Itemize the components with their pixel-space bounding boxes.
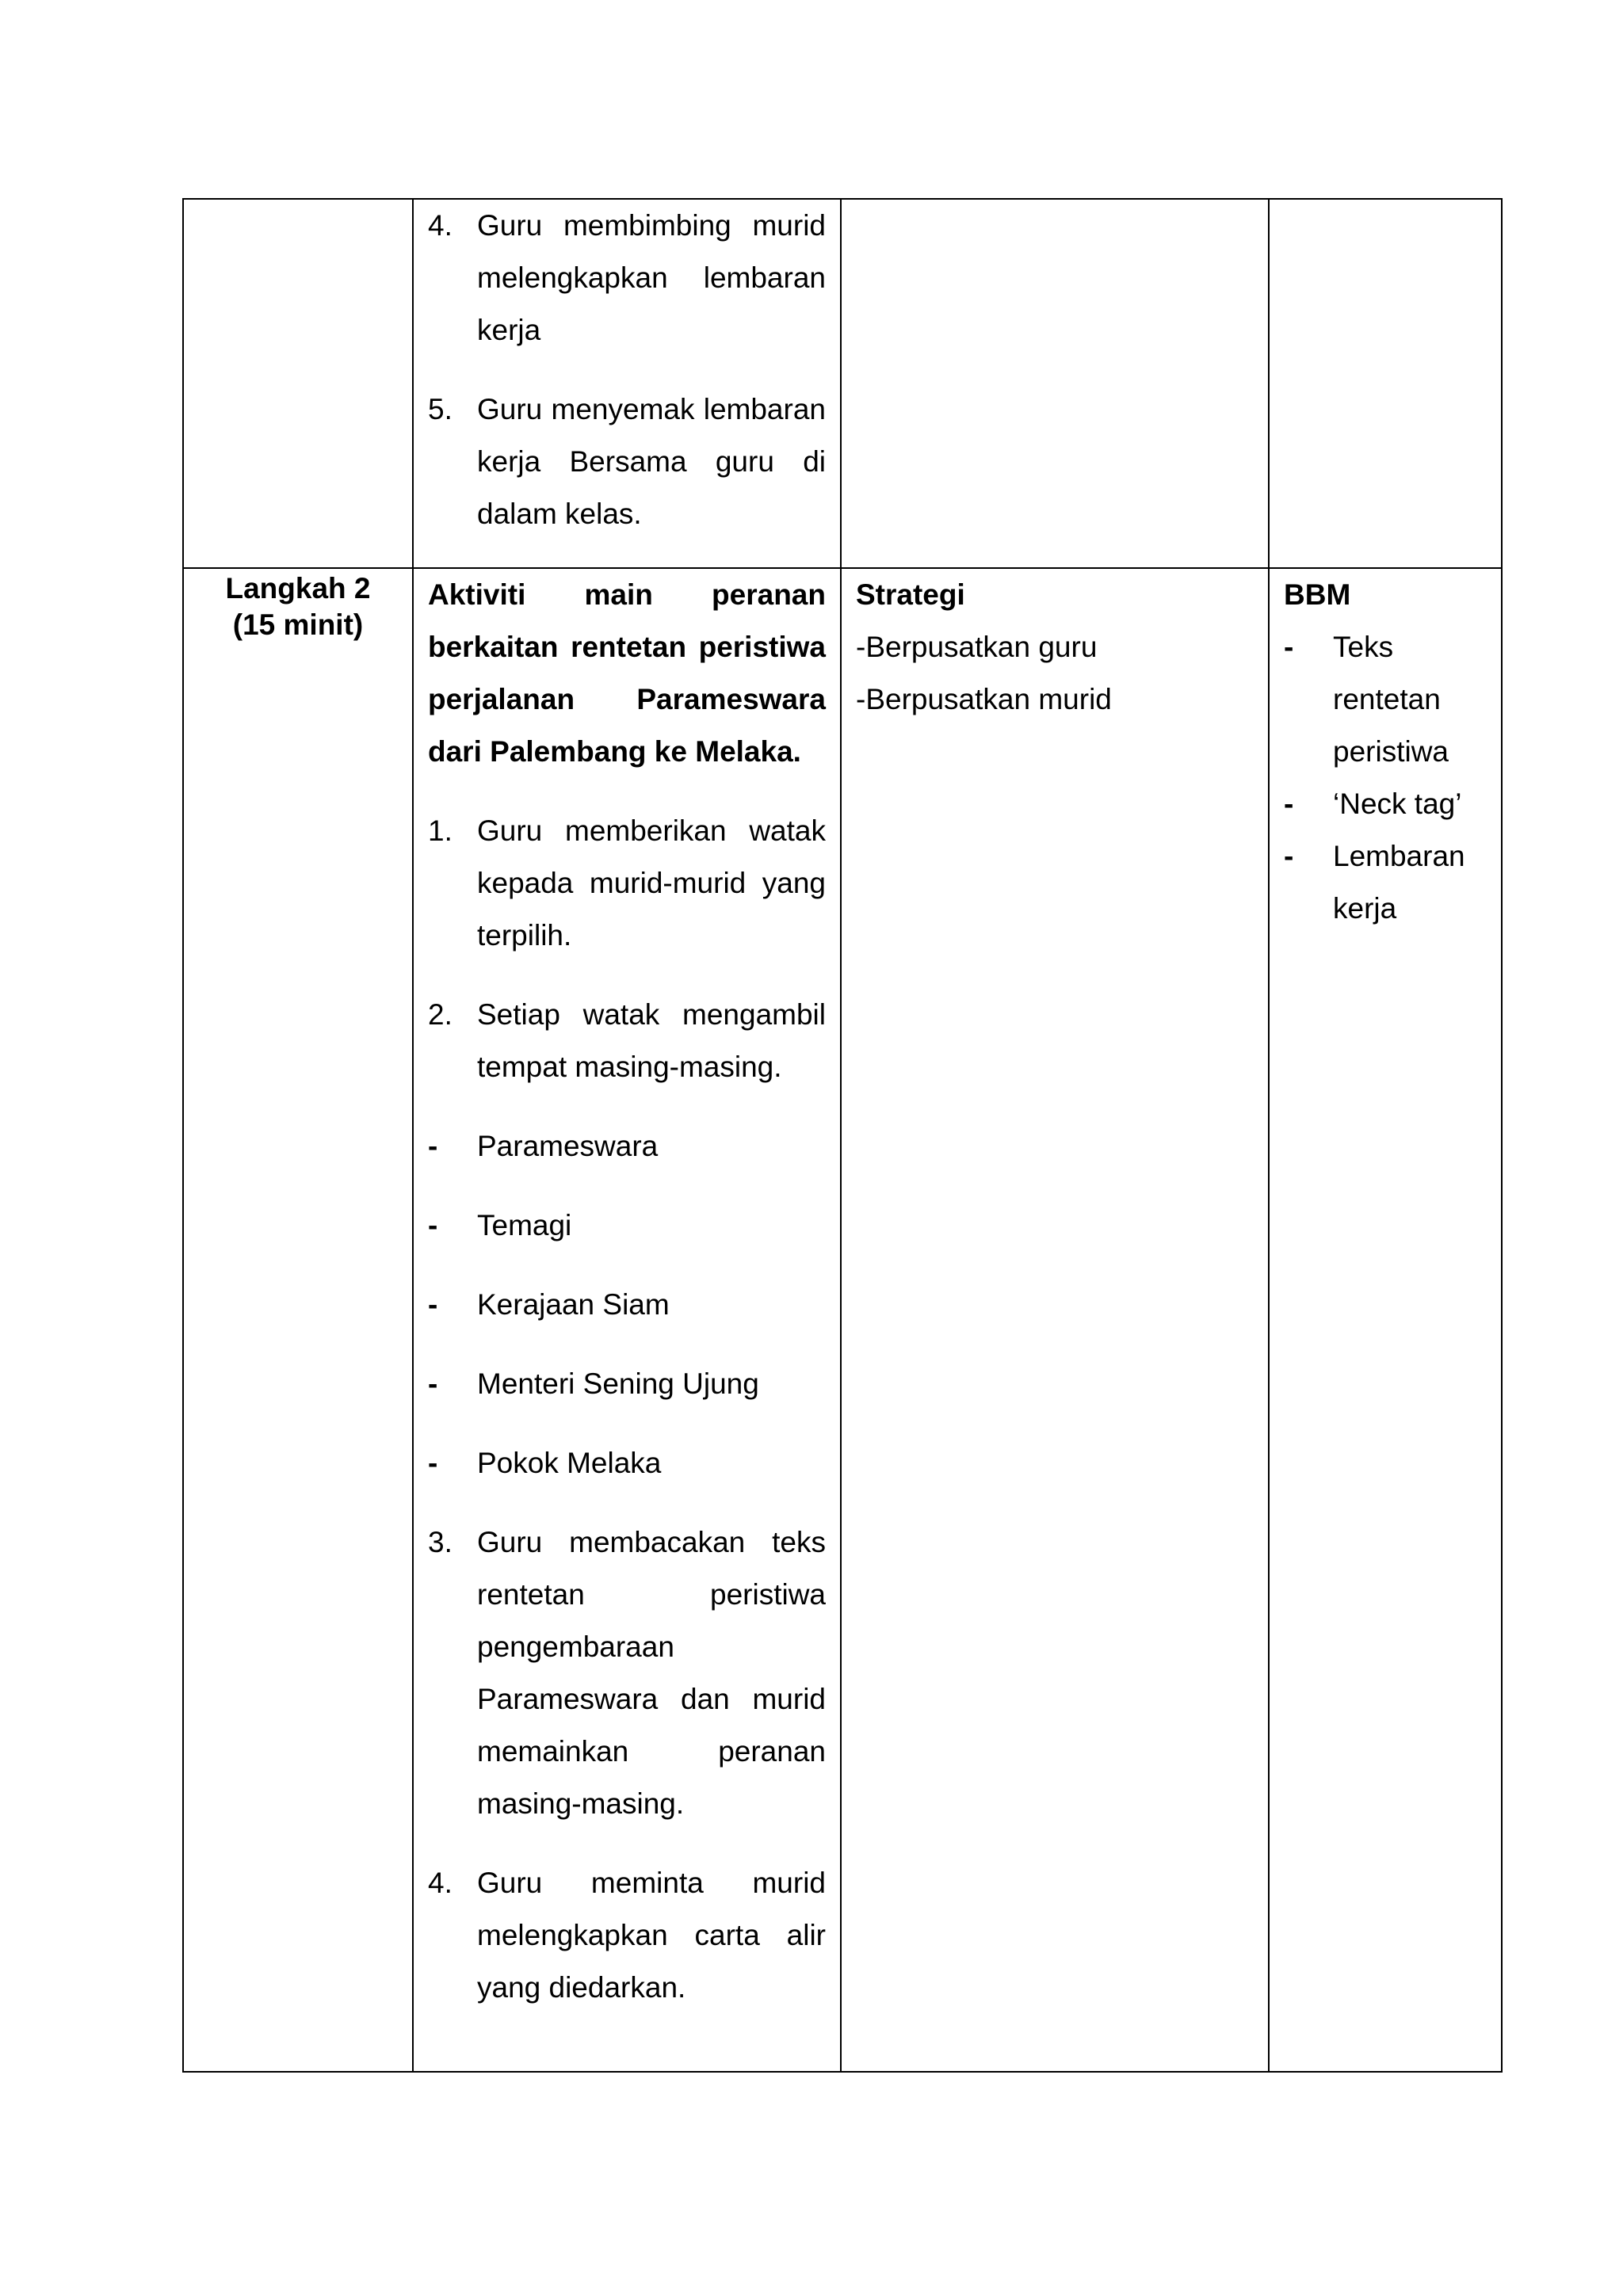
strategy-line: -Berpusatkan guru [856, 631, 1098, 663]
bullet-dash: - [428, 1447, 438, 1479]
item-number: 4. [428, 1867, 453, 1899]
item-number: 2. [428, 998, 453, 1031]
bbm-cell [1269, 199, 1502, 568]
activity-title: Aktiviti main peranan berkaitan rentetan peristiwa perjalanan Parameswara dari Palembang ke Melaka. [428, 578, 826, 768]
bullet-dash: - [1284, 840, 1294, 872]
list-item [428, 1857, 826, 2014]
item-text: ‘Neck tag’ [1333, 788, 1462, 820]
step-cell [183, 568, 413, 2072]
step-cell [183, 199, 413, 568]
list-item [428, 200, 826, 357]
bullet-dash: - [428, 1130, 438, 1162]
activity-steps [428, 200, 826, 540]
list-item [428, 1358, 826, 1410]
bbm-cell [1269, 568, 1502, 2072]
strategy-heading: Strategi [856, 578, 965, 611]
bullet-dash: - [428, 1209, 438, 1241]
bullet-dash: - [428, 1288, 438, 1321]
item-text: Setiap watak mengambil tempat masing-masing. [477, 998, 826, 1083]
list-item [428, 383, 826, 540]
item-text: Menteri Sening Ujung [477, 1367, 759, 1400]
table-row [183, 199, 1502, 568]
list-item [428, 805, 826, 962]
activity-cell [413, 199, 841, 568]
strategy-cell [841, 199, 1269, 568]
list-item [1284, 778, 1487, 830]
item-text: Guru memberikan watak kepada murid-murid yang terpilih. [477, 814, 826, 952]
bullet-dash: - [1284, 788, 1294, 820]
item-text: Parameswara [477, 1130, 659, 1162]
list-item [1284, 621, 1487, 778]
bbm-heading: BBM [1284, 578, 1351, 611]
lesson-plan-table [182, 198, 1503, 2073]
strategy-line: -Berpusatkan murid [856, 683, 1112, 715]
bullet-dash: - [1284, 631, 1294, 663]
item-text: Guru meminta murid melengkapkan carta alir yang diedarkan. [477, 1867, 826, 2004]
item-number: 4. [428, 209, 453, 242]
item-text: Teks rentetan peristiwa [1333, 631, 1449, 768]
list-item [428, 1120, 826, 1173]
bullet-dash: - [428, 1367, 438, 1400]
list-item [428, 1279, 826, 1331]
item-text: Lembaran kerja [1333, 840, 1465, 925]
table-row [183, 568, 1502, 2072]
item-text: Guru membacakan teks rentetan peristiwa pengembaraan Parameswara dan murid memainkan peranan masing-masing. [477, 1526, 826, 1820]
list-item [428, 989, 826, 1093]
list-item [428, 1437, 826, 1489]
list-item [428, 1199, 826, 1252]
item-number: 5. [428, 393, 453, 425]
step-label: Langkah 2 [225, 572, 371, 605]
activity-cell [413, 568, 841, 2072]
step-duration: (15 minit) [232, 608, 364, 641]
item-number: 3. [428, 1526, 453, 1558]
item-text: Pokok Melaka [477, 1447, 662, 1479]
item-text: Guru menyemak lembaran kerja Bersama guru di dalam kelas. [477, 393, 826, 530]
list-item [1284, 830, 1487, 935]
item-number: 1. [428, 814, 453, 847]
strategy-cell [841, 568, 1269, 2072]
activity-steps [428, 805, 826, 2014]
item-text: Temagi [477, 1209, 572, 1241]
list-item [428, 1516, 826, 1830]
item-text: Guru membimbing murid melengkapkan lembaran kerja [477, 209, 826, 346]
item-text: Kerajaan Siam [477, 1288, 670, 1321]
